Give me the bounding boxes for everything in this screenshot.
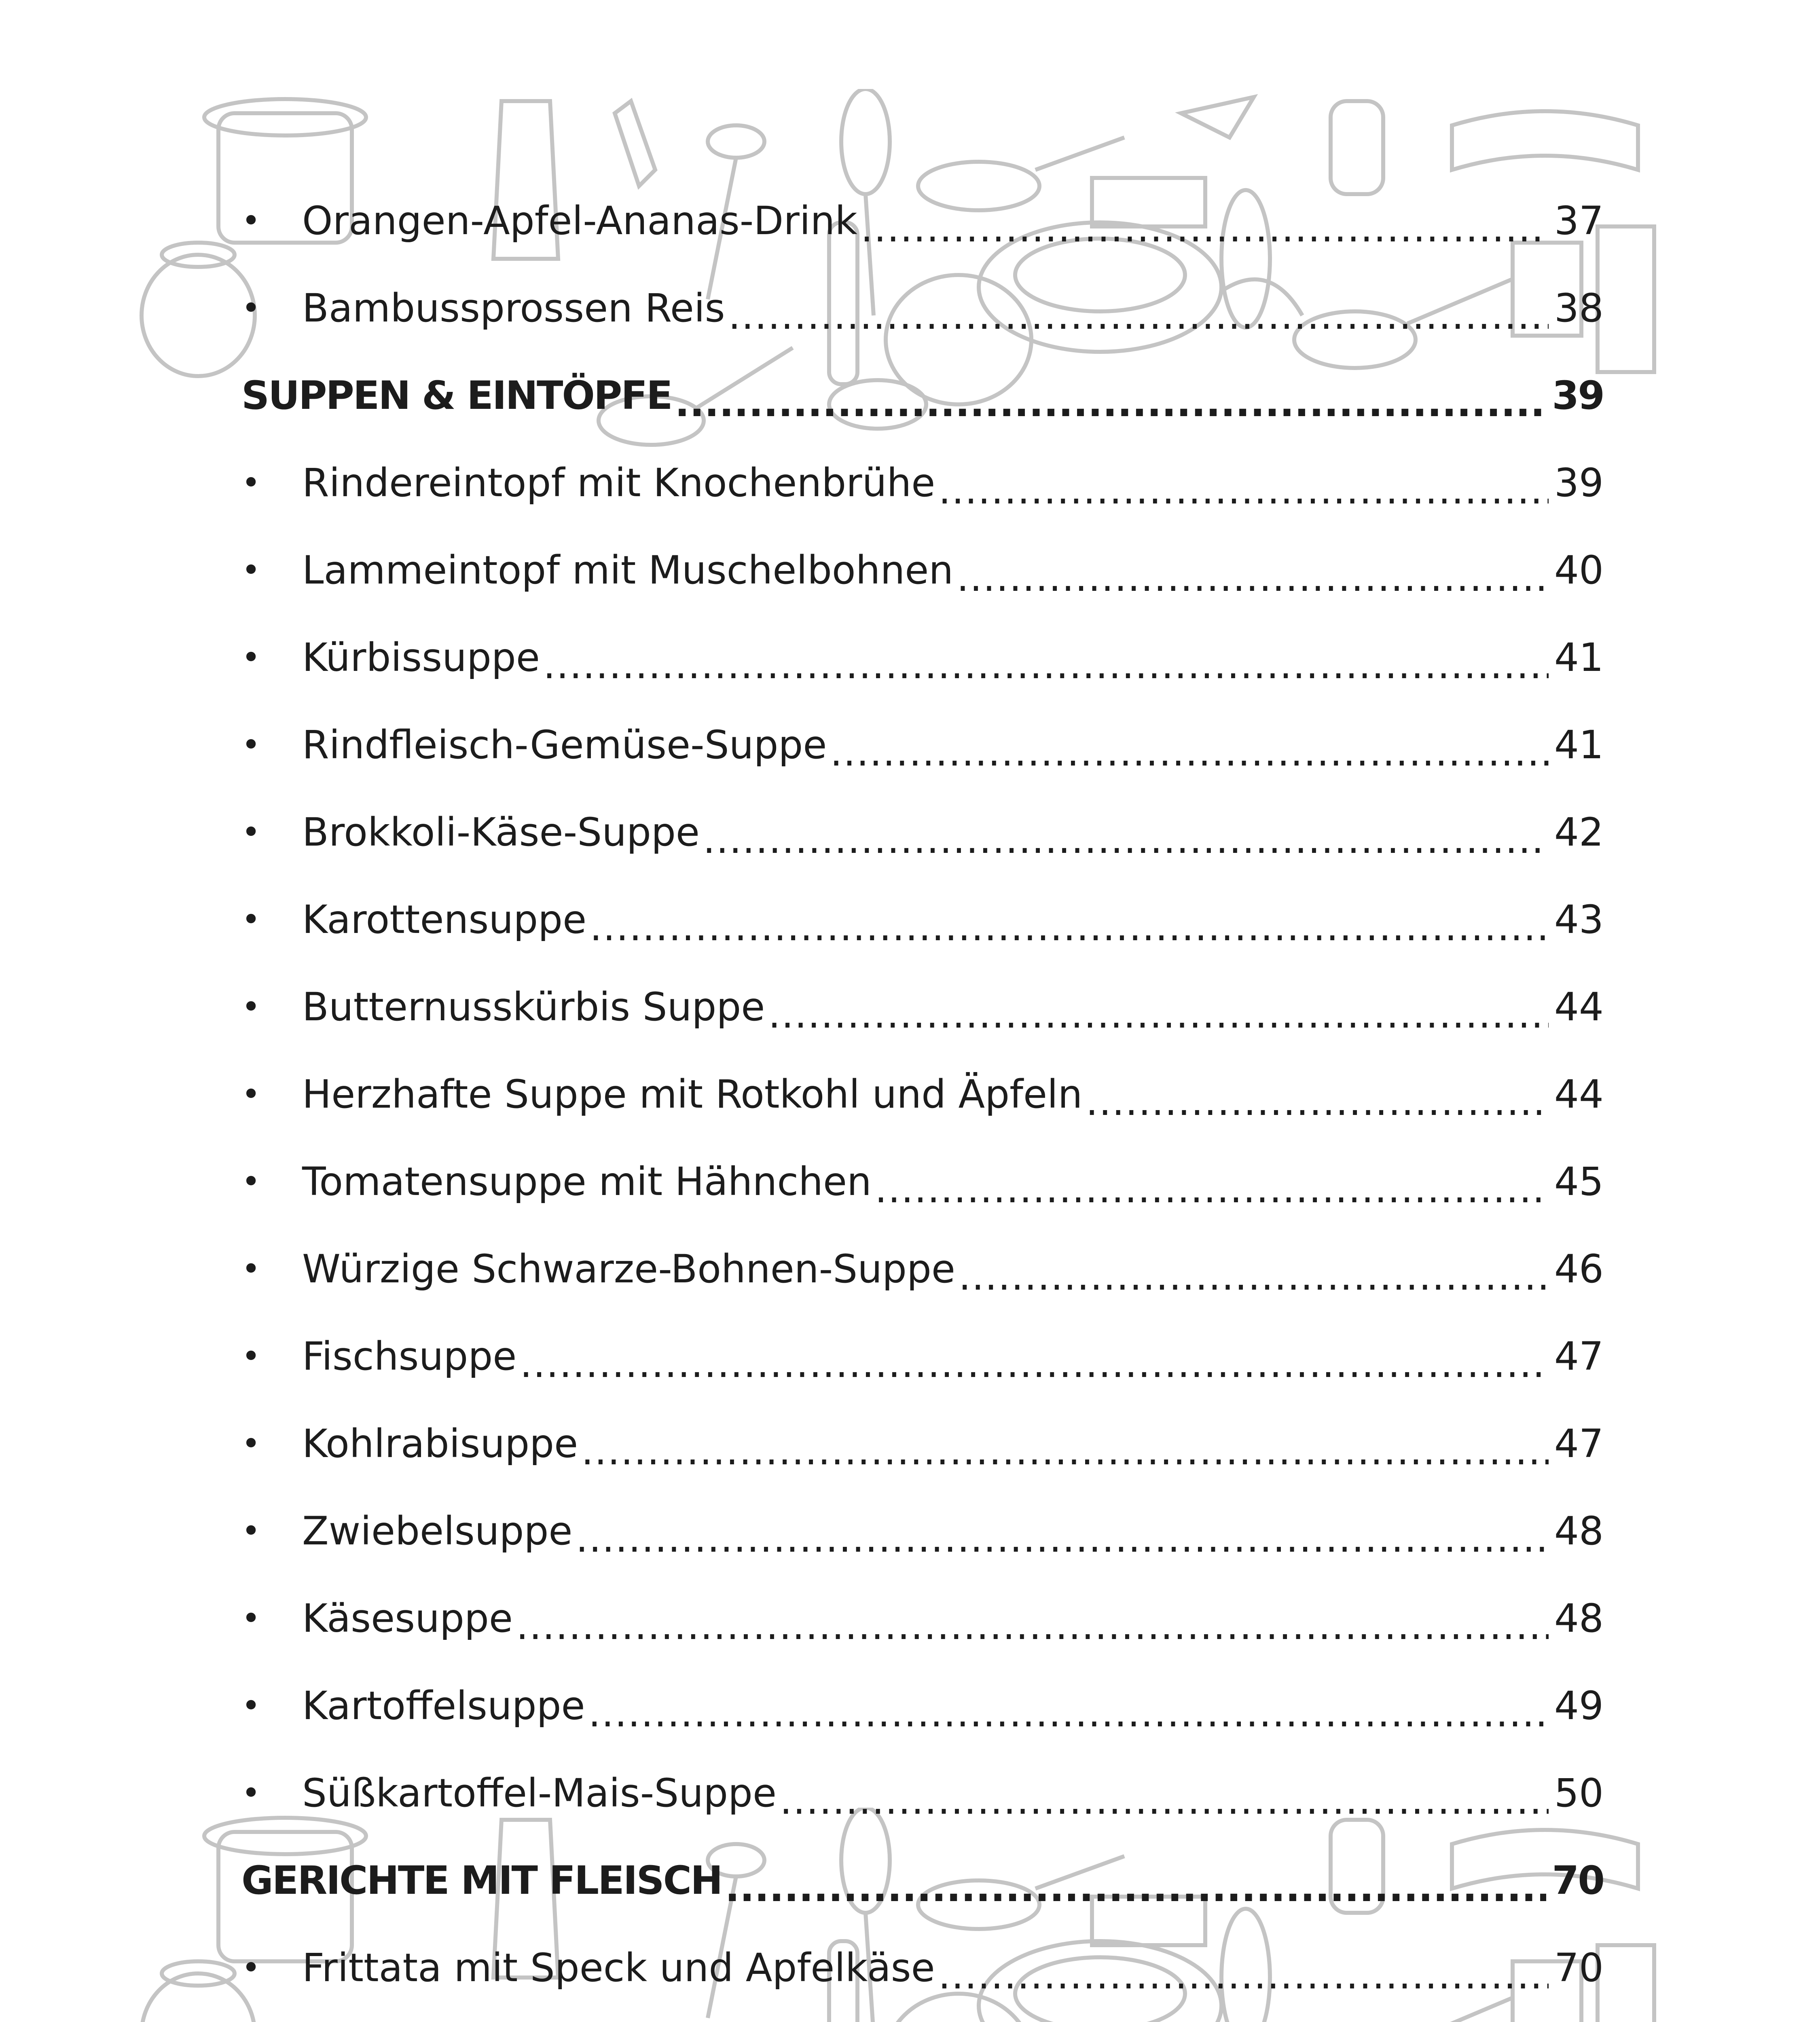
- bullet-icon: •: [241, 1250, 261, 1288]
- bullet-icon: •: [241, 202, 261, 239]
- toc-entry-title: Brokkoli-Käse-Suppe: [302, 810, 700, 855]
- toc-page-number: 47: [1554, 1421, 1604, 1466]
- toc-page-number: 43: [1554, 897, 1604, 942]
- toc-page-number: 49: [1554, 1683, 1604, 1728]
- toc-page-number: 39: [1552, 373, 1604, 418]
- dot-leader: [938, 471, 1549, 510]
- toc-page-number: 70: [1554, 1945, 1604, 1990]
- toc-entry-title: Kürbissuppe: [302, 635, 540, 680]
- toc-entry[interactable]: [241, 1575, 1604, 1662]
- toc-page-number: 45: [1554, 1159, 1604, 1204]
- dot-leader: [675, 383, 1547, 422]
- toc-page-number: 50: [1554, 1770, 1604, 1816]
- dot-leader: [520, 1344, 1549, 1383]
- dot-leader: [861, 209, 1549, 247]
- toc-entry-title: Orangen-Apfel-Ananas-Drink: [302, 198, 857, 243]
- toc-page-number: 42: [1554, 810, 1604, 855]
- dot-leader: [516, 1606, 1549, 1645]
- dot-leader: [875, 1170, 1549, 1208]
- toc-entry-title: GERICHTE MIT FLEISCH: [241, 1858, 722, 1903]
- toc-entry[interactable]: [241, 2011, 1604, 2022]
- toc-entry[interactable]: [241, 527, 1604, 614]
- toc-page-number: 46: [1554, 1246, 1604, 1292]
- toc-entry-title: Fischsuppe: [302, 1334, 517, 1379]
- toc-entry-title: Bambussprossen Reis: [302, 286, 725, 331]
- toc-entry[interactable]: [241, 1051, 1604, 1138]
- toc-entry[interactable]: [241, 1924, 1604, 2011]
- toc-entry-title: Karottensuppe: [302, 897, 587, 942]
- toc-entry-title: SUPPEN & EINTÖPFE: [241, 373, 672, 418]
- toc-page-number: 40: [1554, 548, 1604, 593]
- toc-entry-title: Käsesuppe: [302, 1596, 513, 1641]
- toc-entry[interactable]: [241, 264, 1604, 352]
- bullet-icon: •: [241, 551, 261, 589]
- bullet-icon: •: [241, 1337, 261, 1375]
- bullet-icon: •: [241, 1163, 261, 1200]
- dot-leader: [938, 1956, 1549, 1995]
- table-of-contents: [241, 177, 1604, 2022]
- bullet-icon: •: [241, 464, 261, 501]
- toc-entry-title: Zwiebelsuppe: [302, 1508, 573, 1554]
- toc-page-number: 44: [1554, 984, 1604, 1030]
- toc-entry[interactable]: [241, 1313, 1604, 1400]
- bullet-icon: •: [241, 1599, 261, 1637]
- toc-entry-title: Würzige Schwarze-Bohnen-Suppe: [302, 1246, 955, 1292]
- dot-leader: [543, 645, 1549, 684]
- toc-page-number: 47: [1554, 1334, 1604, 1379]
- toc-entry-title: Butternusskürbis Suppe: [302, 984, 765, 1030]
- dot-leader: [590, 907, 1549, 946]
- dot-leader: [957, 558, 1549, 597]
- toc-page-number: 48: [1554, 1596, 1604, 1641]
- bullet-icon: •: [241, 1425, 261, 1462]
- toc-entry[interactable]: [241, 1138, 1604, 1225]
- dot-leader: [588, 1694, 1549, 1732]
- toc-entry-title: Süßkartoffel-Mais-Suppe: [302, 1770, 777, 1816]
- toc-page-number: 38: [1554, 286, 1604, 331]
- toc-page-number: 41: [1554, 635, 1604, 680]
- bullet-icon: •: [241, 1949, 261, 1986]
- dot-leader: [780, 1781, 1549, 1820]
- dot-leader: [581, 1432, 1549, 1470]
- bullet-icon: •: [241, 813, 261, 851]
- dot-leader: [728, 296, 1549, 335]
- toc-entry[interactable]: [241, 1225, 1604, 1313]
- bullet-icon: •: [241, 1687, 261, 1724]
- toc-entry-title: Lammeintopf mit Muschelbohnen: [302, 548, 954, 593]
- dot-leader: [576, 1519, 1548, 1558]
- toc-entry[interactable]: [241, 876, 1604, 963]
- toc-entry[interactable]: [241, 1662, 1604, 1749]
- toc-entry-title: Herzhafte Suppe mit Rotkohl und Äpfeln: [302, 1072, 1083, 1117]
- toc-entry-title: Kartoffelsuppe: [302, 1683, 585, 1728]
- bullet-icon: •: [241, 726, 261, 764]
- bullet-icon: •: [241, 289, 261, 327]
- bullet-icon: •: [241, 1774, 261, 1812]
- bullet-icon: •: [241, 639, 261, 676]
- toc-entry-title: Rindereintopf mit Knochenbrühe: [302, 460, 935, 506]
- bullet-icon: •: [241, 988, 261, 1026]
- toc-section-heading[interactable]: [241, 1837, 1604, 1924]
- toc-entry[interactable]: [241, 1400, 1604, 1487]
- toc-entry-title: Kohlrabisuppe: [302, 1421, 578, 1466]
- toc-entry[interactable]: [241, 1487, 1604, 1575]
- dot-leader: [725, 1868, 1546, 1907]
- dot-leader: [830, 733, 1548, 772]
- toc-page-number: 37: [1554, 198, 1604, 243]
- toc-page-number: 41: [1554, 722, 1604, 768]
- toc-page-number: 39: [1554, 460, 1604, 506]
- toc-page-number: 44: [1554, 1072, 1604, 1117]
- toc-section-heading[interactable]: [241, 352, 1604, 439]
- toc-entry[interactable]: [241, 789, 1604, 876]
- toc-entry[interactable]: [241, 963, 1604, 1051]
- bullet-icon: •: [241, 1075, 261, 1113]
- toc-entry[interactable]: [241, 614, 1604, 701]
- toc-entry-title: Tomatensuppe mit Hähnchen: [302, 1159, 872, 1204]
- toc-entry[interactable]: [241, 439, 1604, 527]
- toc-entry[interactable]: [241, 1749, 1604, 1837]
- toc-page-number: 48: [1554, 1508, 1604, 1554]
- toc-entry[interactable]: [241, 701, 1604, 789]
- toc-entry-title: Frittata mit Speck und Apfelkäse: [302, 1945, 935, 1990]
- toc-entry-title: Rindfleisch-Gemüse-Suppe: [302, 722, 827, 768]
- dot-leader: [768, 995, 1548, 1034]
- toc-entry[interactable]: [241, 177, 1604, 264]
- dot-leader: [1086, 1082, 1549, 1121]
- bullet-icon: •: [241, 1512, 261, 1550]
- toc-page-number: 70: [1552, 1858, 1604, 1903]
- bullet-icon: •: [241, 901, 261, 938]
- dot-leader: [959, 1257, 1549, 1296]
- dot-leader: [703, 820, 1549, 859]
